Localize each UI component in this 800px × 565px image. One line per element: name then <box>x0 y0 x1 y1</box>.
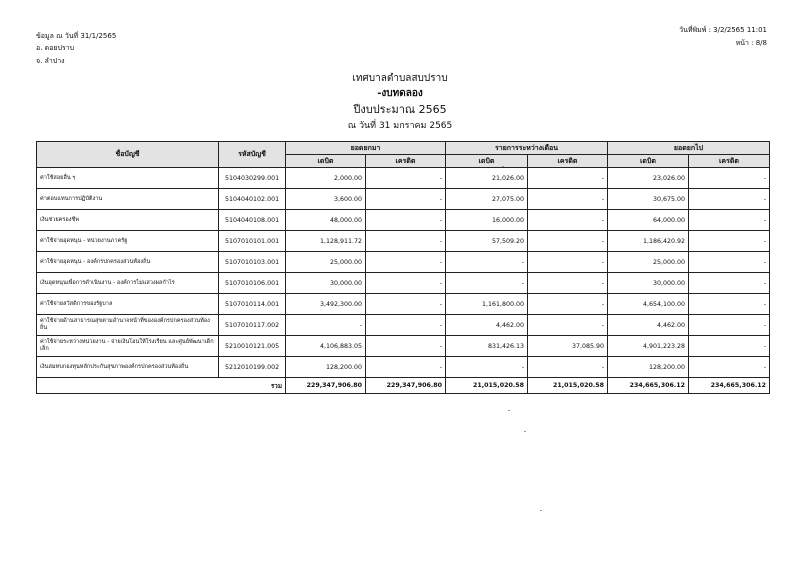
table-row <box>37 168 770 189</box>
cell-m-credit: - <box>528 252 608 273</box>
cell-m-debit: - <box>446 357 528 378</box>
total-bf-credit: 229,347,906.80 <box>366 378 446 394</box>
scan-speck <box>508 410 510 411</box>
cell-cf-credit: - <box>689 210 770 231</box>
table-row <box>37 336 770 357</box>
header-account-name: ชื่อบัญชี <box>37 142 219 168</box>
cell-m-credit: - <box>528 294 608 315</box>
header-debit: เดบิต <box>286 155 366 168</box>
cell-m-debit: 21,026.00 <box>446 168 528 189</box>
cell-bf-debit: - <box>286 315 366 336</box>
cell-bf-debit: 25,000.00 <box>286 252 366 273</box>
cell-bf-credit: - <box>366 357 446 378</box>
header-credit: เครดิต <box>689 155 770 168</box>
header-credit: เครดิต <box>528 155 608 168</box>
table-row <box>37 252 770 273</box>
cell-cf-credit: - <box>689 315 770 336</box>
cell-cf-debit: 1,186,420.92 <box>608 231 689 252</box>
cell-bf-debit: 4,106,883.05 <box>286 336 366 357</box>
cell-account-name: ค่าใช้จ่ายอุดหนุน - องค์กรปกครองส่วนท้องถิ่น <box>37 252 219 273</box>
cell-m-credit: - <box>528 231 608 252</box>
cell-m-debit: 27,075.00 <box>446 189 528 210</box>
cell-account-code: 5104030299.001 <box>219 168 286 189</box>
cell-account-code: 5210010121.005 <box>219 336 286 357</box>
province-label: จ. ลำปาง <box>36 57 65 65</box>
cell-cf-debit: 30,675.00 <box>608 189 689 210</box>
table-row <box>37 294 770 315</box>
cell-bf-credit: - <box>366 189 446 210</box>
cell-cf-credit: - <box>689 357 770 378</box>
cell-bf-credit: - <box>366 210 446 231</box>
table-row <box>37 231 770 252</box>
as-of-date: ณ วันที่ 31 มกราคม 2565 <box>347 121 453 131</box>
total-m-debit: 21,015,020.58 <box>446 378 528 394</box>
ledger-body <box>37 168 770 378</box>
cell-m-debit: - <box>446 252 528 273</box>
cell-m-debit: 57,509.20 <box>446 231 528 252</box>
cell-account-name: เงินอุดหนุนเพื่อการดำเนินงาน - องค์การไม่แสวงผลกำไร <box>37 273 219 294</box>
district-label: อ. ดอยปราบ <box>36 44 75 52</box>
report-title: -งบทดลอง <box>377 88 423 99</box>
cell-cf-credit: - <box>689 336 770 357</box>
header-debit: เดบิต <box>608 155 689 168</box>
cell-account-name: ค่าใช้จ่ายสวัสดิการของรัฐบาล <box>37 294 219 315</box>
cell-bf-credit: - <box>366 336 446 357</box>
header-debit: เดบิต <box>446 155 528 168</box>
page-number: หน้า : 8/8 <box>735 39 767 47</box>
cell-m-credit: - <box>528 189 608 210</box>
cell-account-name: ค่าใช้จ่ายอุดหนุน - หน่วยงานภาครัฐ <box>37 231 219 252</box>
cell-cf-credit: - <box>689 168 770 189</box>
cell-bf-credit: - <box>366 231 446 252</box>
table-row <box>37 357 770 378</box>
cell-bf-credit: - <box>366 273 446 294</box>
cell-cf-debit: 128,200.00 <box>608 357 689 378</box>
cell-account-code: 5107010106.001 <box>219 273 286 294</box>
cell-m-credit: - <box>528 168 608 189</box>
cell-m-debit: 831,426.13 <box>446 336 528 357</box>
cell-cf-credit: - <box>689 294 770 315</box>
cell-cf-credit: - <box>689 273 770 294</box>
cell-m-debit: 16,000.00 <box>446 210 528 231</box>
cell-bf-debit: 128,200.00 <box>286 357 366 378</box>
header-credit: เครดิต <box>366 155 446 168</box>
cell-account-name: ค่าใช้สอยอื่น ๆ <box>37 168 219 189</box>
cell-cf-debit: 23,026.00 <box>608 168 689 189</box>
total-m-credit: 21,015,020.58 <box>528 378 608 394</box>
cell-account-name: ค่าใช้จ่ายระหว่างหน่วยงาน - จ่ายเงินโอนให้โรงเรียน และศูนย์พัฒนาเด็กเล็ก <box>37 336 219 357</box>
cell-account-code: 5104040108.001 <box>219 210 286 231</box>
cell-cf-credit: - <box>689 231 770 252</box>
cell-bf-debit: 2,000.00 <box>286 168 366 189</box>
cell-m-credit: 37,085.90 <box>528 336 608 357</box>
cell-m-debit: - <box>446 273 528 294</box>
trial-balance-table <box>36 141 770 394</box>
total-cf-credit: 234,665,306.12 <box>689 378 770 394</box>
cell-account-name: ค่าตอบแทนการปฏิบัติงาน <box>37 189 219 210</box>
cell-cf-debit: 64,000.00 <box>608 210 689 231</box>
cell-cf-credit: - <box>689 252 770 273</box>
header-monthly: รายการระหว่างเดือน <box>446 142 608 155</box>
cell-bf-debit: 1,128,911.72 <box>286 231 366 252</box>
cell-account-code: 5107010117.002 <box>219 315 286 336</box>
scan-speck <box>540 510 542 511</box>
cell-bf-debit: 30,000.00 <box>286 273 366 294</box>
cell-account-code: 5107010101.001 <box>219 231 286 252</box>
total-label: รวม <box>37 378 286 394</box>
cell-account-code: 5212010199.002 <box>219 357 286 378</box>
cell-bf-credit: - <box>366 315 446 336</box>
cell-bf-debit: 3,600.00 <box>286 189 366 210</box>
cell-cf-debit: 4,654,100.00 <box>608 294 689 315</box>
cell-bf-debit: 48,000.00 <box>286 210 366 231</box>
total-cf-debit: 234,665,306.12 <box>608 378 689 394</box>
cell-cf-debit: 25,000.00 <box>608 252 689 273</box>
header-account-code: รหัสบัญชี <box>219 142 286 168</box>
cell-m-credit: - <box>528 210 608 231</box>
cell-account-name: เงินสมทบกองทุนหลักประกันสุขภาพองค์กรปกครองส่วนท้องถิ่น <box>37 357 219 378</box>
scan-speck <box>524 431 526 432</box>
cell-bf-credit: - <box>366 294 446 315</box>
cell-m-credit: - <box>528 357 608 378</box>
table-row <box>37 273 770 294</box>
cell-account-code: 5107010114.001 <box>219 294 286 315</box>
cell-account-name: เงินช่วยครองชีพ <box>37 210 219 231</box>
cell-cf-debit: 4,901,223.28 <box>608 336 689 357</box>
org-title: เทศบาลตำบลสบปราบ <box>352 73 448 84</box>
header-brought-forward: ยอดยกมา <box>286 142 446 155</box>
cell-account-code: 5104040102.001 <box>219 189 286 210</box>
fiscal-year: ปีงบประมาณ 2565 <box>353 103 447 116</box>
cell-m-debit: 1,161,800.00 <box>446 294 528 315</box>
scan-speck <box>502 166 504 167</box>
cell-bf-credit: - <box>366 168 446 189</box>
cell-account-name: ค่าใช้จ่ายด้านสาธารณสุขตามอำนาจหน้าที่ขององค์กรปกครองส่วนท้องถิ่น <box>37 315 219 336</box>
cell-bf-debit: 3,492,300.00 <box>286 294 366 315</box>
cell-m-credit: - <box>528 315 608 336</box>
cell-cf-debit: 30,000.00 <box>608 273 689 294</box>
print-date: วันที่พิมพ์ : 3/2/2565 11:01 <box>679 26 767 34</box>
table-row <box>37 315 770 336</box>
cell-bf-credit: - <box>366 252 446 273</box>
total-row <box>37 378 770 394</box>
data-as-of-date: ข้อมูล ณ วันที่ 31/1/2565 <box>36 32 117 40</box>
cell-cf-credit: - <box>689 189 770 210</box>
table-row <box>37 210 770 231</box>
total-bf-debit: 229,347,906.80 <box>286 378 366 394</box>
cell-m-credit: - <box>528 273 608 294</box>
cell-account-code: 5107010103.001 <box>219 252 286 273</box>
cell-m-debit: 4,462.00 <box>446 315 528 336</box>
table-row <box>37 189 770 210</box>
header-carried-forward: ยอดยกไป <box>608 142 770 155</box>
cell-cf-debit: 4,462.00 <box>608 315 689 336</box>
